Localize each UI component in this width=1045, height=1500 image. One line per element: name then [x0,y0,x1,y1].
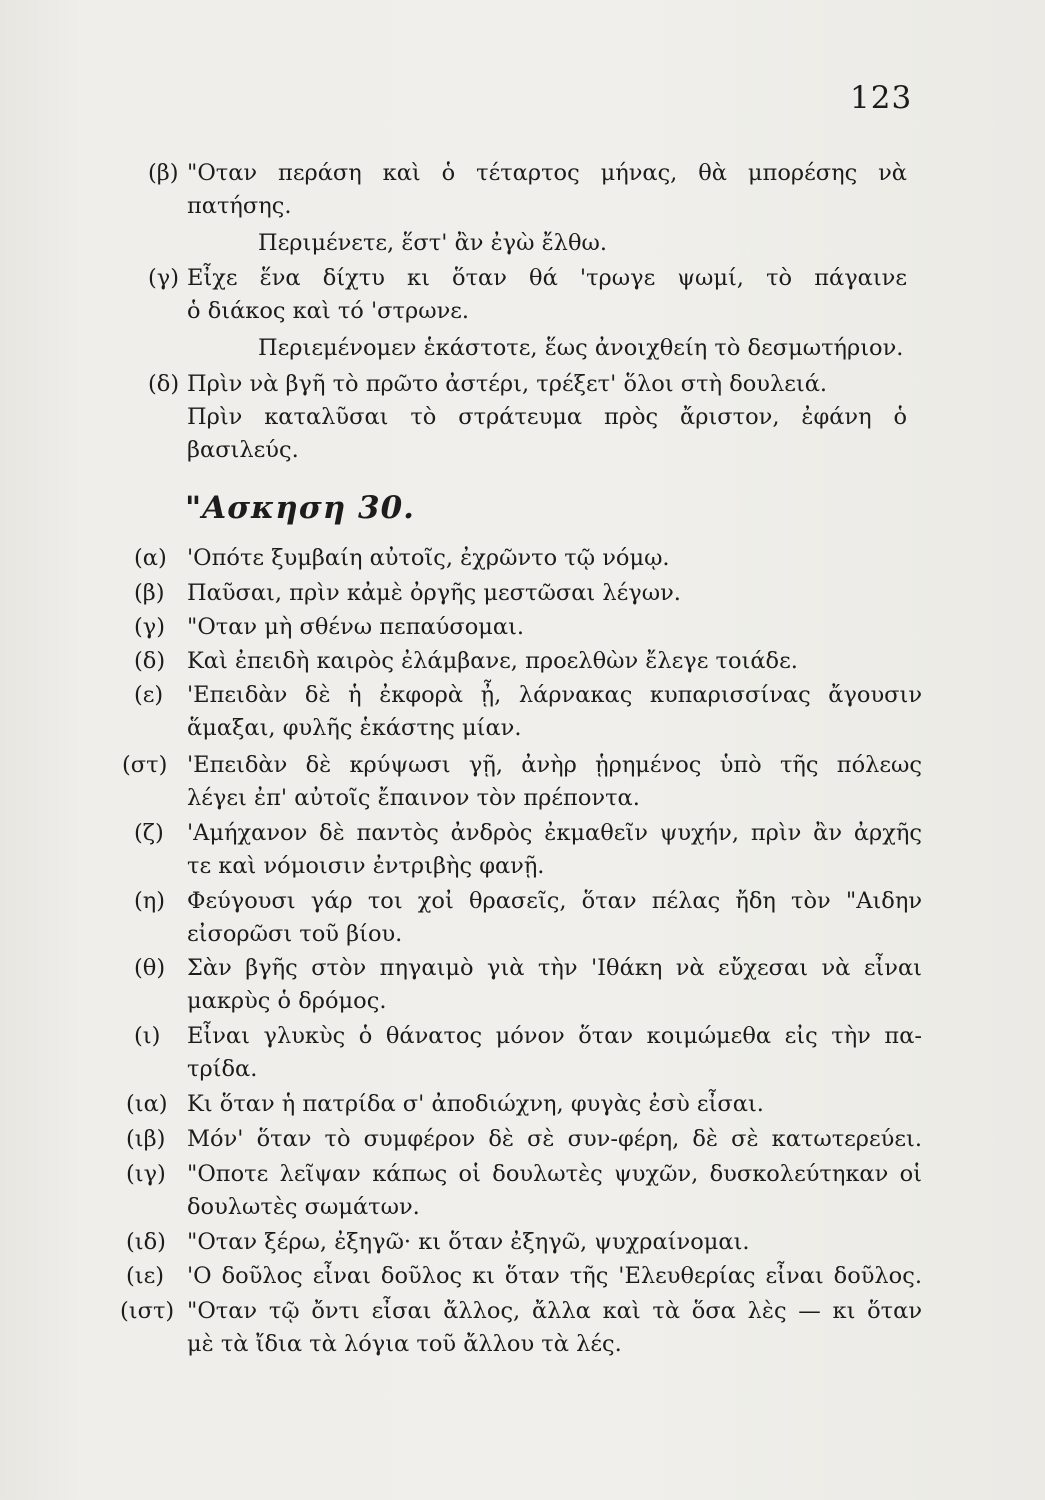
translation-sentence: Περιμένετε, ἕστ' ἂν ἐγὼ ἔλθω. [258,230,607,256]
item-line: πατήσης. [187,193,292,219]
item-line: Μόν' ὅταν τὸ συμφέρον δὲ σὲ συν-φέρη, δὲ σὲ κατωτερεύει. [187,1126,922,1152]
item-label: (ιβ) [126,1126,166,1152]
translation-sentence: βασιλεύς. [187,437,299,463]
item-label: (ιστ) [120,1298,175,1324]
item-line: ὁ διάκος καὶ τό 'στρωνε. [187,298,470,324]
page-number: 123 [850,80,913,116]
item-line: Καὶ ἐπειδὴ καιρὸς ἐλάμβανε, προελθὼν ἔλεγε τοιάδε. [187,648,798,674]
item-line: Εἶχε ἕνα δίχτυ κι ὅταν θά 'τρωγε ψωμί, τὸ πάγαινε [187,265,907,291]
item-label: (β) [148,160,179,186]
item-line: "Οταν τῷ ὄντι εἶσαι ἄλλος, ἄλλα καὶ τὰ ὅσα λὲς — κι ὅταν [187,1298,922,1324]
translation-sentence: Περιεμένομεν ἑκάστοτε, ἕως ἀνοιχθείη τὸ δεσμωτήριον. [258,335,904,361]
item-label: (η) [134,888,166,914]
item-label: (ε) [134,682,164,708]
item-line: "Οταν περάση καὶ ὁ τέταρτος μήνας, θὰ μπορέσης νὰ [187,160,907,186]
item-line: "Οταν μὴ σθένω πεπαύσομαι. [187,614,525,640]
item-line: μὲ τὰ ἴδια τὰ λόγια τοῦ ἄλλου τὰ λές. [187,1331,622,1357]
item-label: (στ) [122,752,168,778]
item-line: "Οταν ξέρω, ἐξηγῶ· κι ὅταν ἐξηγῶ, ψυχραίνομαι. [187,1229,750,1255]
item-line: Σὰν βγῆς στὸν πηγαιμὸ γιὰ τὴν 'Ιθάκη νὰ εὔχεσαι νὰ εἶναι [187,955,922,981]
item-line: 'Ο δοῦλος εἶναι δοῦλος κι ὅταν τῆς 'Ελευθερίας εἶναι δοῦλος. [187,1263,922,1289]
item-label: (δ) [134,648,166,674]
item-label: (β) [134,580,165,606]
item-line: 'Οπότε ξυμβαίη αὐτοῖς, ἐχρῶντο τῷ νόμῳ. [187,545,670,571]
item-line: ἅμαξαι, φυλῆς ἑκάστης μίαν. [187,715,522,741]
item-line: Εἶναι γλυκὺς ὁ θάνατος μόνον ὅταν κοιμώμεθα εἰς τὴν πα- [187,1023,922,1049]
item-label: (γ) [134,614,166,640]
item-label: (γ) [148,265,180,291]
item-line: δουλωτὲς σωμάτων. [187,1194,420,1220]
translation-sentence: Πρὶν καταλῦσαι τὸ στράτευμα πρὸς ἄριστον, ἐφάνη ὁ [187,404,907,430]
item-label: (ιδ) [126,1229,166,1255]
item-label: (ια) [126,1091,168,1117]
item-label: (α) [134,545,167,571]
item-line: τε καὶ νόμοισιν ἐντριβὴς φανῇ. [187,853,545,879]
item-line: Φεύγουσι γάρ τοι χοἰ θρασεῖς, ὅταν πέλας ἤδη τὸν "Αιδην [187,888,922,914]
item-line: Παῦσαι, πρὶν κἀμὲ ὀργῆς μεστῶσαι λέγων. [187,580,681,606]
item-line: 'Επειδὰν δὲ κρύψωσι γῇ, ἀνὴρ ᾑρημένος ὑπὸ τῆς πόλεως [187,752,922,778]
item-label: (θ) [134,955,166,981]
item-line: τρίδα. [187,1056,258,1082]
item-line: Πρὶν νὰ βγῆ τὸ πρῶτο ἀστέρι, τρέξετ' ὅλοι στὴ δουλειά. [187,371,828,397]
item-line: "Οποτε λεῖψαν κάπως οἱ δουλωτὲς ψυχῶν, δυσκολεύτηκαν οἱ [187,1161,922,1187]
item-line: εἰσορῶσι τοῦ βίου. [187,921,403,947]
exercise-title: "Ασκηση 30. [185,490,415,526]
item-line: λέγει ἐπ' αὐτοῖς ἔπαινον τὸν πρέποντα. [187,785,640,811]
item-line: 'Επειδὰν δὲ ἡ ἐκφορὰ ᾖ, λάρνακας κυπαρισσίνας ἄγουσιν [187,682,922,708]
item-line: μακρὺς ὁ δρόμος. [187,988,387,1014]
item-label: (δ) [148,371,180,397]
item-label: (ιε) [126,1263,165,1289]
item-label: (ι) [134,1023,161,1049]
item-line: 'Αμήχανον δὲ παντὸς ἀνδρὸς ἐκμαθεῖν ψυχήν, πρὶν ἂν ἀρχῆς [187,820,922,846]
item-label: (ιγ) [126,1161,166,1187]
item-label: (ζ) [134,820,164,846]
item-line: Κι ὅταν ἡ πατρίδα σ' ἀποδιώχνη, φυγὰς ἐσὺ εἶσαι. [187,1091,764,1117]
